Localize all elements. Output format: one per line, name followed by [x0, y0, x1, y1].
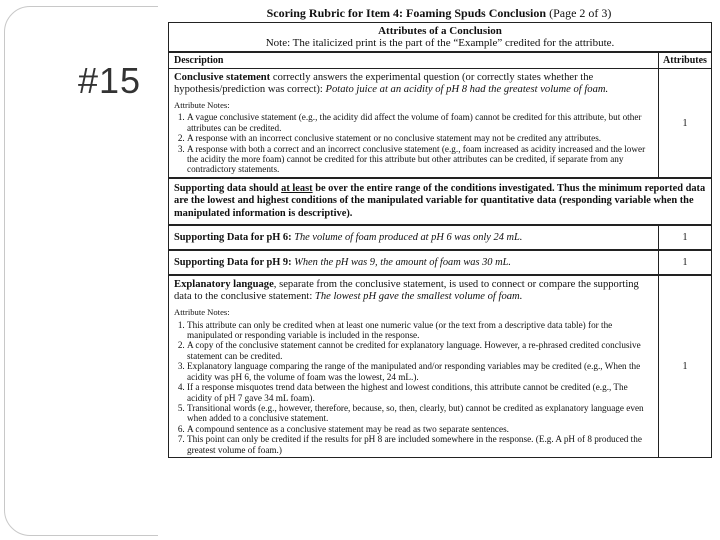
- ph9-score: 1: [682, 257, 688, 269]
- conclusive-lead: [174, 72, 653, 96]
- explanatory-lead: [174, 279, 653, 303]
- conclusive-notes-label: Attribute Notes:: [174, 100, 230, 111]
- list-item: 2. A copy of the conclusive statement cannot be credited for explanatory language. However, a re-phrased credited conclusive statement can be credited.: [187, 340, 653, 361]
- row-conclusive-statement: [169, 69, 711, 179]
- list-item: 5. Transitional words (e.g., however, therefore, because, so, then, clearly, but) cannot be credited as explanatory language even when added to a conclusive statement.: [187, 403, 653, 424]
- explanatory-notes-label: Attribute Notes:: [174, 307, 230, 318]
- column-header-description: Description: [169, 53, 659, 68]
- ph6-label: Supporting Data for pH 6:: [174, 232, 292, 244]
- row-explanatory-language: [169, 276, 711, 456]
- conclusive-example: Potato juice at an acidity of pH 8 had the greatest volume of foam.: [325, 84, 609, 96]
- conclusive-text: correctly answers the experimental question (or correctly states whether the hypothesis/prediction was correct):: [174, 72, 594, 96]
- ph6-example: The volume of foam produced at pH 6 was only 24 mL.: [291, 232, 523, 244]
- slide-number: #15: [78, 60, 142, 101]
- row-supporting-data: [169, 179, 711, 226]
- document-title-main: Scoring Rubric for Item 4: Foaming Spuds Conclusion: [266, 6, 547, 20]
- explanatory-text: , separate from the conclusive statement, is used to connect or compare the supporting data to the conclusive statement:: [174, 279, 639, 303]
- explanatory-score: 1: [682, 361, 688, 373]
- supporting-text-end: be over the entire range of the conditions investigated. Thus the minimum reported data are the lowest and highest conditions of the manipulated variable for quantitative data (responding variable when the manipulated information is descriptive).: [174, 182, 706, 219]
- list-item: 7. This point can only be credited if the results for pH 8 are included somewhere in the response. (E.g. A pH of 8 produced the greatest volume of foam.): [187, 434, 653, 455]
- explanatory-notes-list: [174, 320, 653, 455]
- ph9-label: Supporting Data for pH 9:: [174, 257, 292, 269]
- conclusive-score: 1: [682, 117, 688, 129]
- explanatory-example: The lowest pH gave the smallest volume of foam.: [314, 291, 523, 303]
- list-item: 1. A vague conclusive statement (e.g., the acidity did affect the volume of foam) cannot be credited for this attribute, but other attributes can be credited.: [187, 112, 653, 133]
- list-item: 4. If a response misquotes trend data between the highest and lowest conditions, this attribute cannot be credited (e.g., The acidity of pH 7 gave 34 mL foam).: [187, 382, 653, 403]
- conclusive-notes-list: [174, 112, 653, 174]
- document-title-page: (Page 2 of 3): [549, 6, 612, 20]
- supporting-text-start: Supporting data should: [174, 182, 282, 194]
- row-ph9: [169, 251, 711, 276]
- conclusive-label: Conclusive statement: [174, 72, 271, 84]
- list-item: 2. A response with an incorrect conclusive statement or no conclusive statement may not be credited any attributes.: [187, 133, 653, 143]
- column-header-attributes: Attributes: [663, 55, 707, 66]
- column-header-row: [169, 53, 711, 69]
- rubric-table: [168, 22, 712, 458]
- ph9-example: When the pH was 9, the amount of foam was 30 mL.: [291, 257, 511, 269]
- table-heading-title: Attributes of a Conclusion: [378, 25, 502, 37]
- rubric-document: [158, 0, 720, 540]
- ph6-score: 1: [682, 232, 688, 244]
- supporting-underlined: at least: [281, 182, 313, 194]
- row-ph6: [169, 226, 711, 251]
- list-item: 1. This attribute can only be credited when at least one numeric value (or the text from a descriptive data table) for the manipulated or responding variable is included in the response.: [187, 320, 653, 341]
- table-heading-note: Note: The italicized print is the part of the “Example” credited for the attribute.: [265, 37, 615, 49]
- explanatory-label: Explanatory language: [174, 279, 274, 291]
- table-heading: [169, 23, 711, 53]
- list-item: 3. A response with both a correct and an incorrect conclusive statement (e.g., foam increased as acidity increased and the lower the acidity the more foam) cannot be credited for this attribute but other attributes can be credited, if separate from any contradictory statements.: [187, 144, 653, 175]
- list-item: 6. A compound sentence as a conclusive statement may be read as two separate sentences.: [187, 424, 653, 434]
- list-item: 3. Explanatory language comparing the range of the manipulated and/or responding variables may be credited (e.g., When the acidity was pH 6, the volume of foam was the lowest, 24 mL.).: [187, 361, 653, 382]
- document-title: [158, 6, 720, 21]
